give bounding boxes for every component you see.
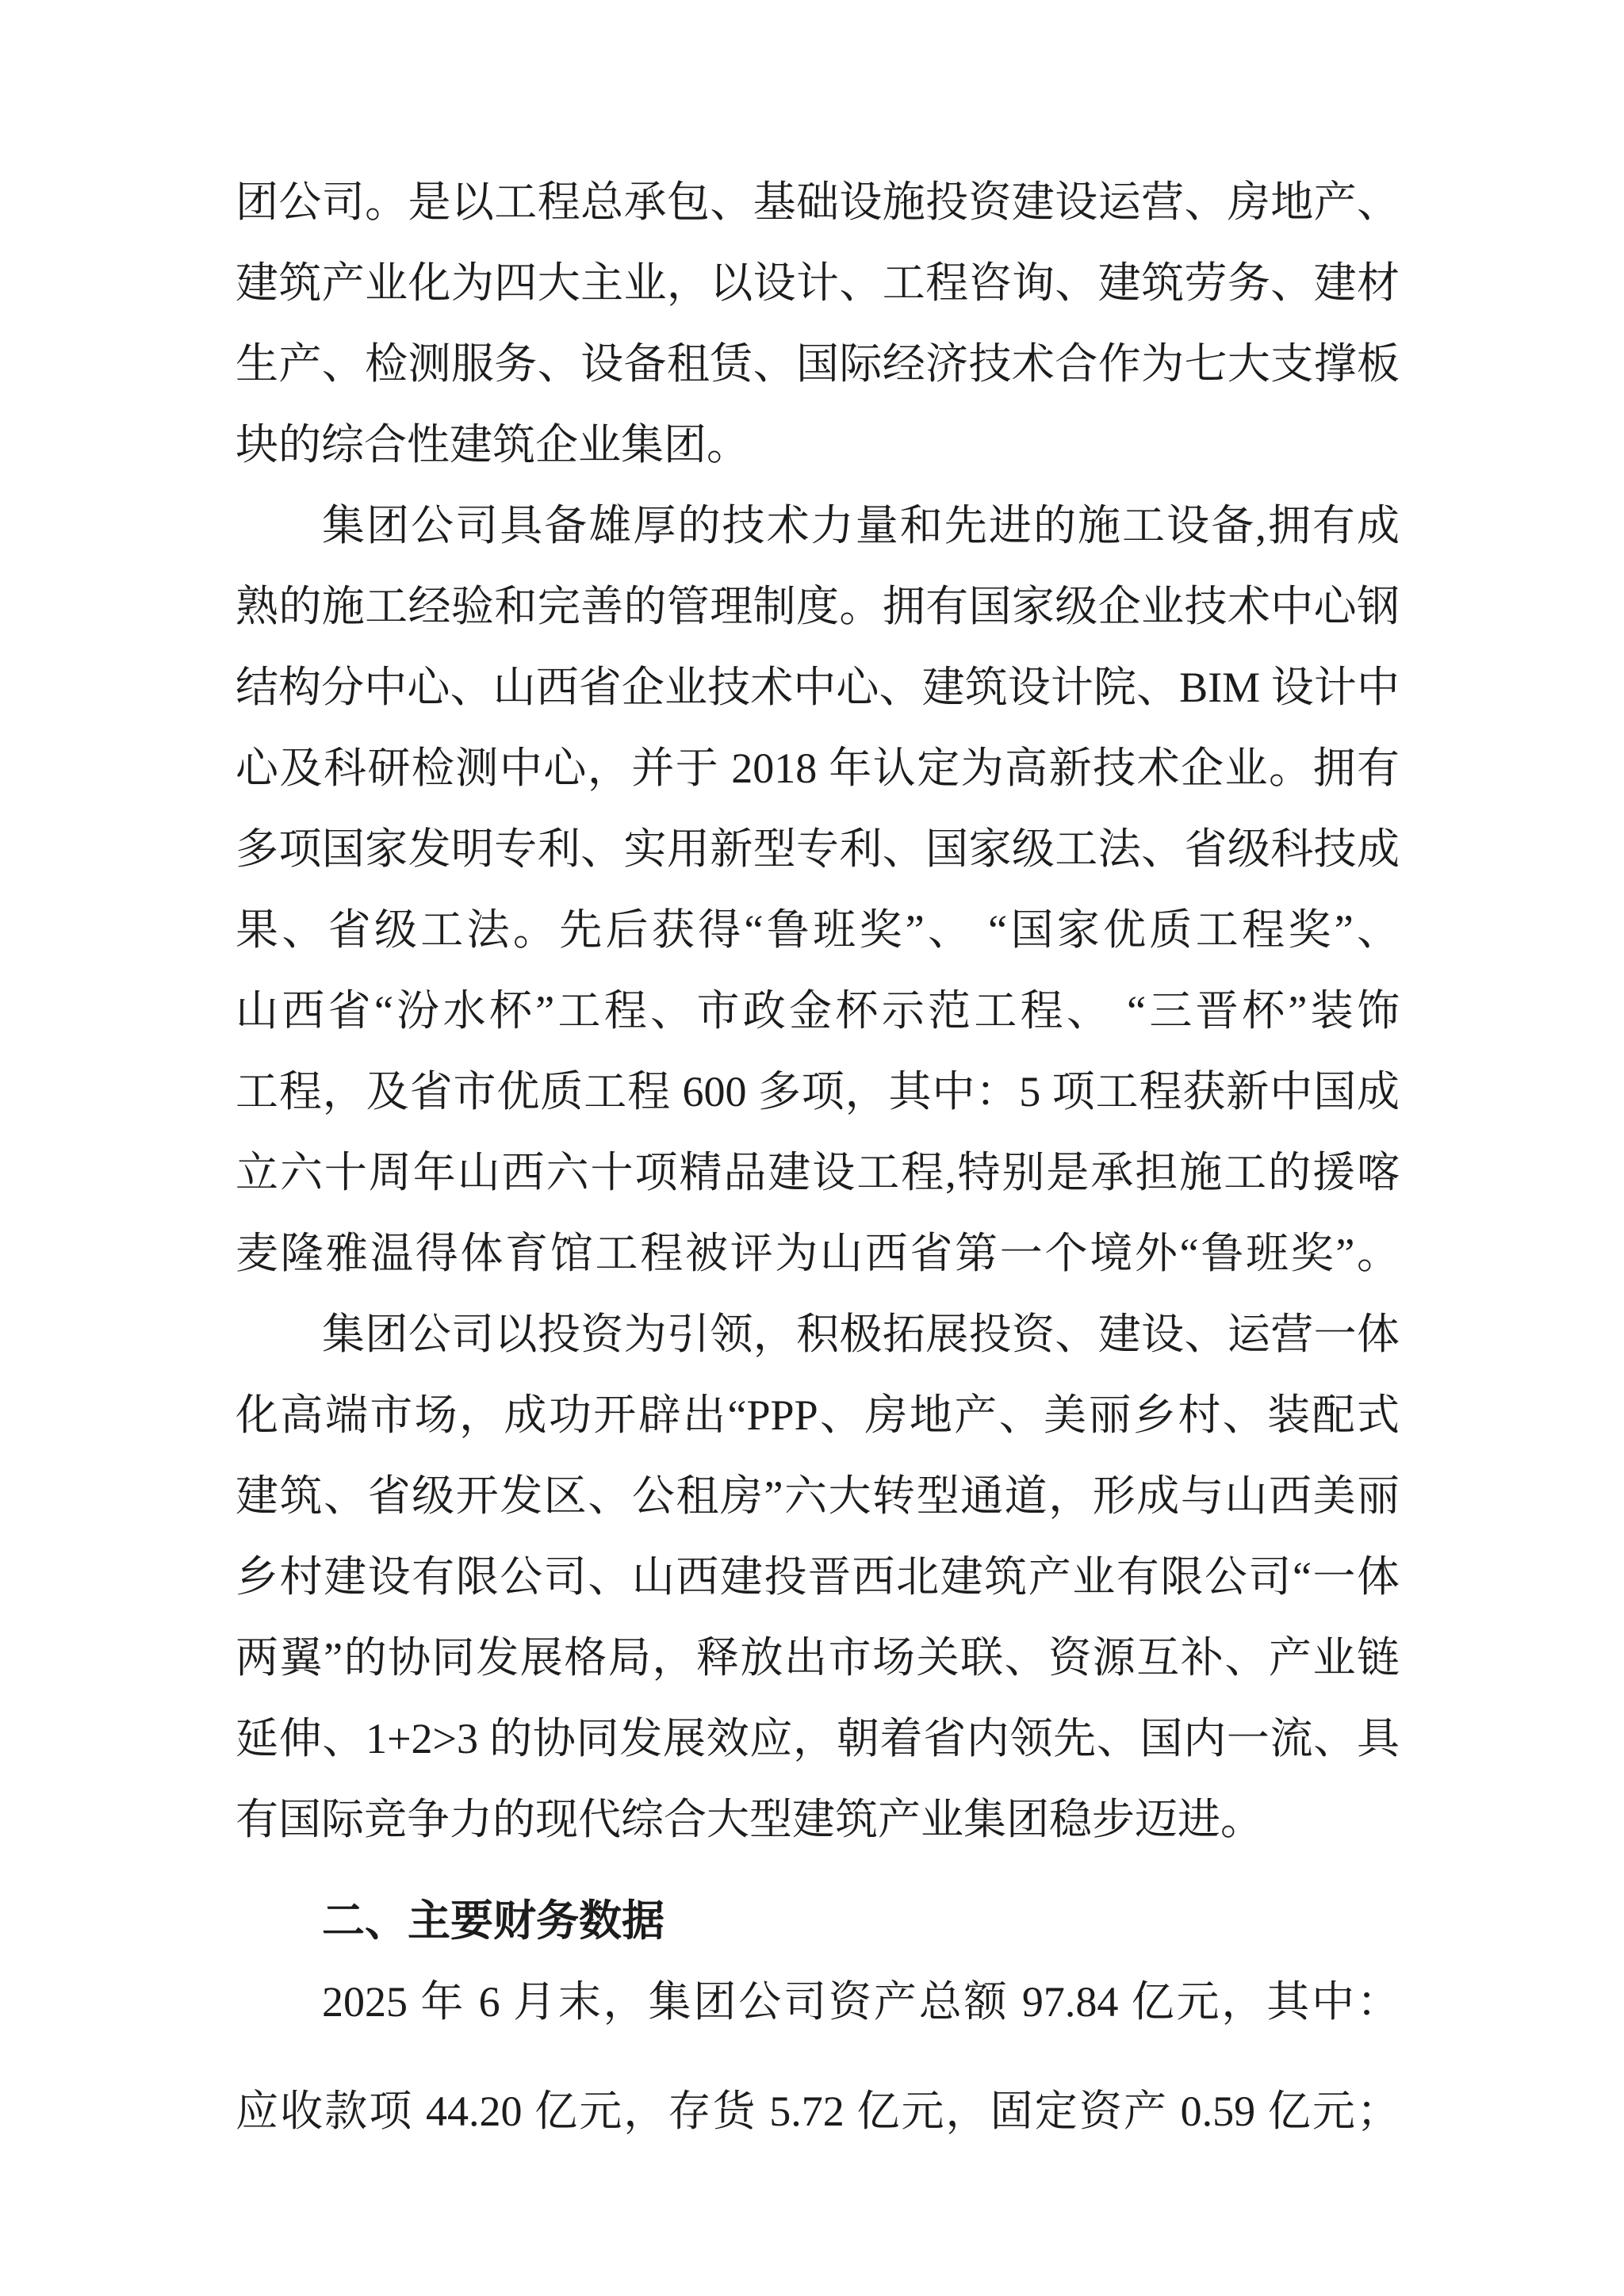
text-line: 熟的施工经验和完善的管理制度。拥有国家级企业技术中心钢 (236, 583, 1400, 630)
text-line: 结构分中心、山西省企业技术中心、建筑设计院、BIM 设计中 (236, 664, 1400, 711)
text-line: 有国际竞争力的现代综合大型建筑产业集团稳步迈进。 (236, 1796, 1263, 1843)
text-line: 集团公司以投资为引领，积极拓展投资、建设、运营一体 (322, 1311, 1400, 1358)
text-line: 山西省“汾水杯”工程、市政金杯示范工程、 “三晋杯”装饰 (236, 987, 1400, 1035)
text-line: 化高端市场，成功开辟出“PPP、房地产、美丽乡村、装配式 (236, 1391, 1400, 1439)
section-heading: 二、主要财务数据 (322, 1897, 665, 1945)
text-line: 延伸、1+2>3 的协同发展效应，朝着省内领先、国内一流、具 (236, 1715, 1400, 1762)
text-line: 应收款项 44.20 亿元，存货 5.72 亿元，固定资产 0.59 亿元； (236, 2087, 1400, 2135)
text-line: 心及科研检测中心，并于 2018 年认定为高新技术企业。拥有 (236, 744, 1400, 792)
text-line: 多项国家发明专利、实用新型专利、国家级工法、省级科技成 (236, 825, 1400, 873)
text-line: 立六十周年山西六十项精品建设工程,特别是承担施工的援喀 (236, 1149, 1400, 1196)
text-line: 生产、检测服务、设备租赁、国际经济技术合作为七大支撑板 (236, 340, 1400, 388)
text-line: 工程，及省市优质工程 600 多项，其中：5 项工程获新中国成 (236, 1068, 1400, 1115)
text-line: 乡村建设有限公司、山西建投晋西北建筑产业有限公司“一体 (236, 1553, 1400, 1601)
text-line: 两翼”的协同发展格局，释放出市场关联、资源互补、产业链 (236, 1634, 1400, 1682)
text-line: 块的综合性建筑企业集团。 (236, 421, 749, 469)
text-line: 麦隆雅温得体育馆工程被评为山西省第一个境外“鲁班奖”。 (236, 1230, 1400, 1277)
text-line: 建筑、省级开发区、公租房”六大转型通道，形成与山西美丽 (236, 1472, 1400, 1520)
text-column (236, 162, 1400, 2152)
text-line: 建筑产业化为四大主业，以设计、工程咨询、建筑劳务、建材 (236, 259, 1400, 307)
text-line: 果、省级工法。先后获得“鲁班奖”、 “国家优质工程奖”、 (236, 906, 1400, 954)
text-line: 团公司。是以工程总承包、基础设施投资建设运营、房地产、 (236, 178, 1400, 226)
text-line: 集团公司具备雄厚的技术力量和先进的施工设备,拥有成 (322, 502, 1400, 549)
text-line: 2025 年 6 月末，集团公司资产总额 97.84 亿元，其中： (322, 1978, 1400, 2026)
